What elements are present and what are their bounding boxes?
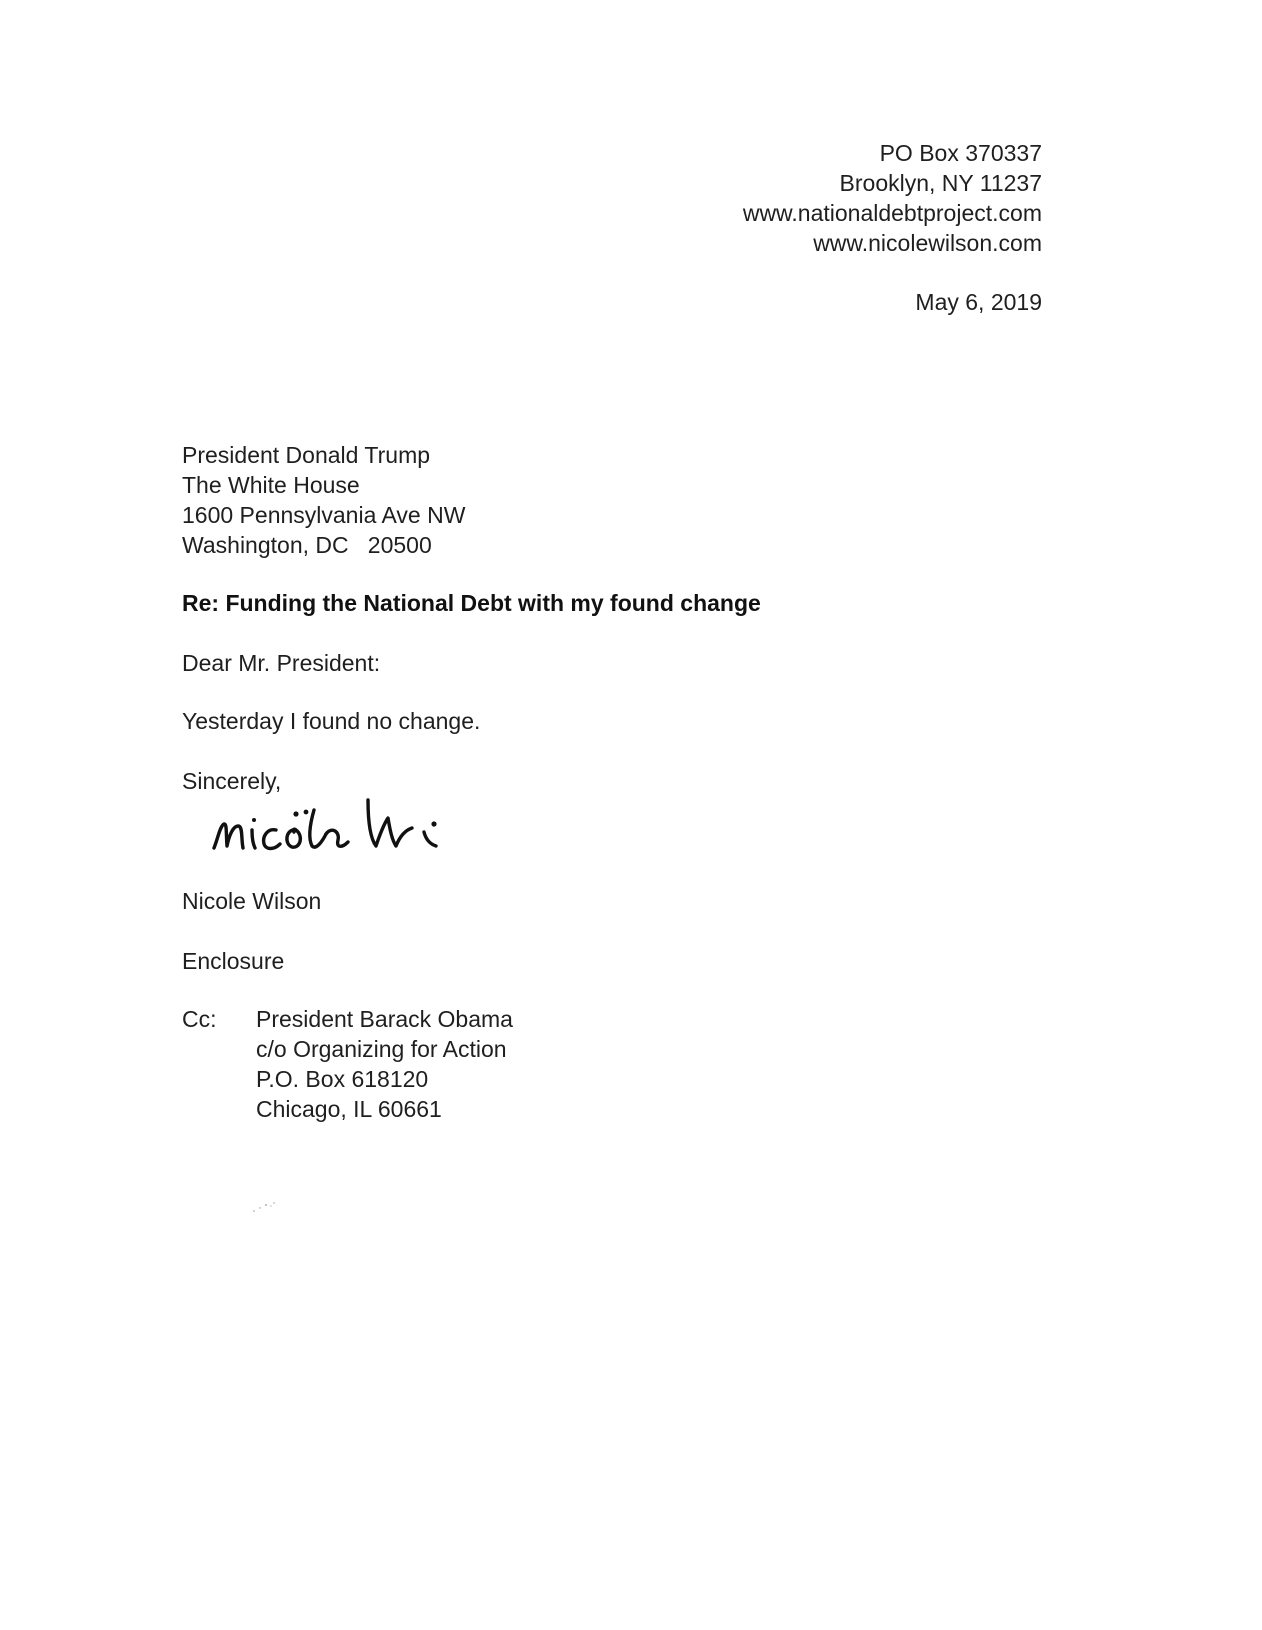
sender-address (743, 138, 1042, 258)
recipient-line: 1600 Pennsylvania Ave NW (182, 502, 466, 528)
cc-address (256, 1004, 513, 1124)
sender-line: PO Box 370337 (879, 140, 1042, 166)
sender-line: Brooklyn, NY 11237 (839, 170, 1042, 196)
sender-website: www.nationaldebtproject.com (742, 200, 1042, 226)
closing: Sincerely, (182, 768, 282, 794)
enclosure-note: Enclosure (182, 948, 285, 974)
body-text: Yesterday I found no change. (182, 708, 481, 734)
letter-date: May 6, 2019 (915, 289, 1042, 315)
cc-line: c/o Organizing for Action (256, 1036, 507, 1062)
recipient-line: President Donald Trump (182, 442, 431, 468)
subject-line: Re: Funding the National Debt with my found change (182, 590, 761, 616)
letter-date-block (915, 287, 1042, 317)
signer-name: Nicole Wilson (182, 888, 322, 914)
cc-label: Cc: (182, 1006, 217, 1032)
handwritten-signature (210, 790, 470, 870)
cc-line: President Barack Obama (256, 1006, 513, 1032)
scan-specks (250, 1200, 280, 1214)
recipient-address (182, 440, 465, 560)
recipient-line: The White House (182, 472, 360, 498)
salutation: Dear Mr. President: (182, 650, 381, 676)
cc-line: P.O. Box 618120 (256, 1066, 429, 1092)
cc-line: Chicago, IL 60661 (256, 1096, 442, 1122)
recipient-line: Washington, DC 20500 (182, 532, 432, 558)
sender-website: www.nicolewilson.com (813, 230, 1042, 256)
